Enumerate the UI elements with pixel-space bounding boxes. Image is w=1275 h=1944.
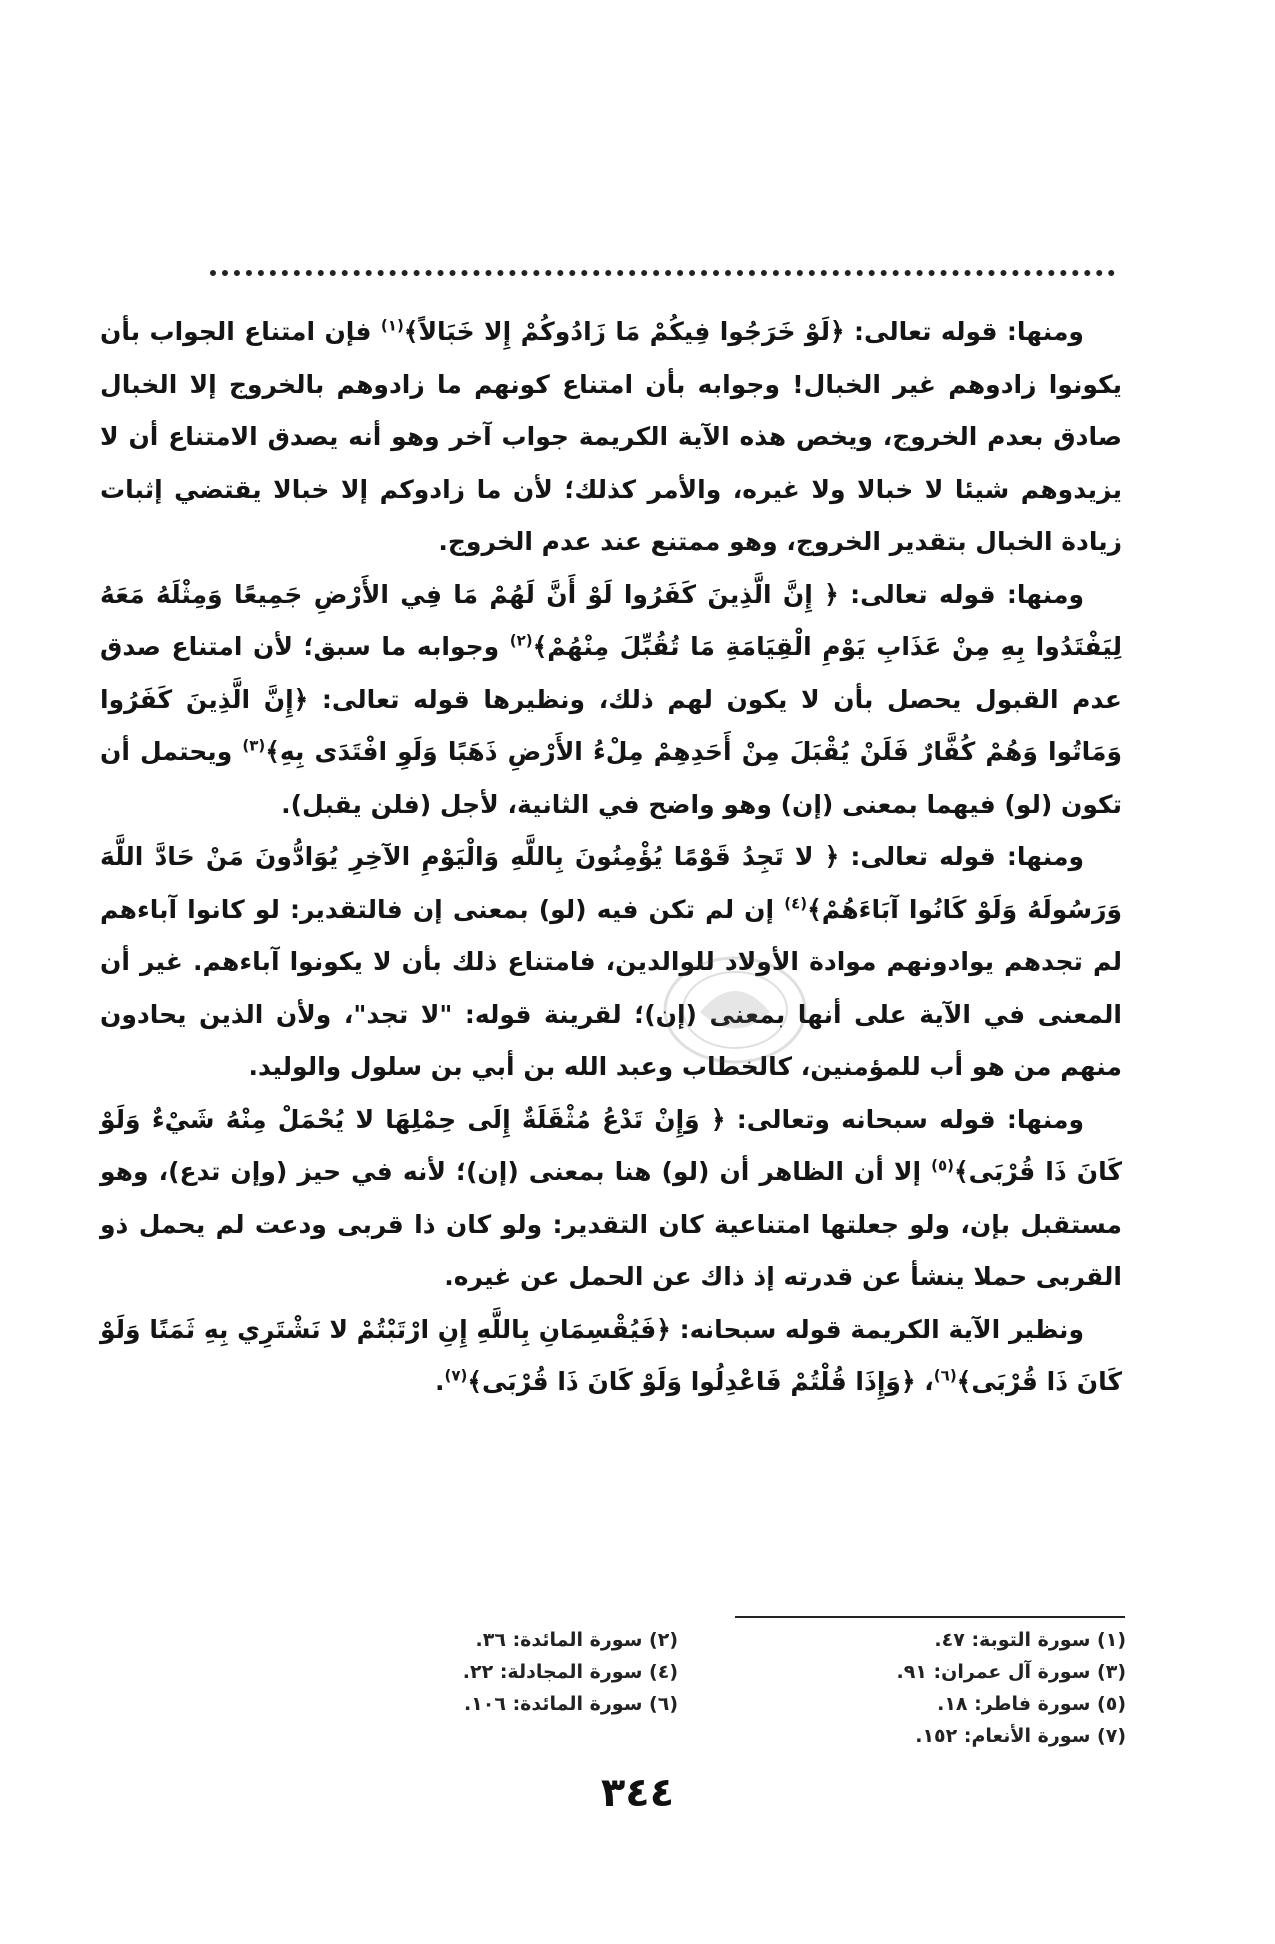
footnote-marker: (٧)	[444, 1366, 468, 1385]
text-run: ومنها: قوله سبحانه وتعالى:	[725, 1104, 1084, 1134]
paragraph	[100, 1094, 1122, 1304]
quran-verse: ﴿وَإِذَا قُلْتُمْ فَاعْدِلُوا وَلَوْ كَانَ ذَا قُرْبَى﴾	[467, 1367, 916, 1396]
footnote-item: (٣) سورة آل عمران: ٩١.	[896, 1661, 1126, 1683]
text-run: ،	[915, 1367, 934, 1396]
quran-verse: ﴿لَوْ خَرَجُوا فِيكُمْ مَا زَادُوكُمْ إِلا خَبَالاً﴾	[403, 317, 845, 346]
text-run: ومنها: قوله تعالى:	[838, 579, 1084, 609]
quran-verse: ﴿ إِنَّ الَّذِينَ كَفَرُوا لَوْ أَنَّ لَهُمْ مَا فِي الأَرْضِ جَمِيعًا وَمِثْلَهُ مَعَهُ لِيَفْتَدُوا بِهِ مِنْ عَذَابِ يَوْمِ الْقِيَامَةِ مَا تُقُبِّلَ مِنْهُمْ﴾	[100, 579, 1122, 661]
quran-verse: ﴿ وَإِنْ تَدْعُ مُثْقَلَةٌ إِلَى حِمْلِهَا لا يُحْمَلْ مِنْهُ شَيْءٌ وَلَوْ كَانَ ذَا قُرْبَى﴾	[100, 1104, 1122, 1186]
text-run: ويحتمل أن تكون (لو) فيهما بمعنى (إن) وهو واضح في الثانية، لأجل (فلن يقبل).	[100, 737, 1122, 819]
footnote-rule	[735, 1616, 1125, 1618]
text-run: وجوابه ما سبق؛ لأن امتناع صدق عدم القبول يحصل بأن لا يكون لهم ذلك، ونظيرها قوله تعالى:	[100, 632, 1122, 714]
footnote-item: (٧) سورة الأنعام: ١٥٢.	[915, 1725, 1126, 1747]
library-seal-watermark	[660, 950, 810, 1070]
footnote-item: (١) سورة التوبة: ٤٧.	[934, 1629, 1126, 1651]
page-number: ٣٤٤	[600, 1770, 675, 1816]
main-text	[100, 306, 1122, 1409]
footnote-marker: (١)	[380, 316, 404, 335]
footnote-marker: (٦)	[933, 1366, 957, 1385]
footnote-marker: (٣)	[242, 736, 266, 755]
footnote-item: (٥) سورة فاطر: ١٨.	[937, 1693, 1126, 1715]
footnote-marker: (٥)	[931, 1156, 955, 1175]
text-run: ونظير الآية الكريمة قوله سبحانه:	[670, 1314, 1084, 1344]
paragraph	[100, 831, 1122, 1094]
text-run: .	[435, 1367, 445, 1396]
text-run: ومنها: قوله تعالى:	[839, 842, 1084, 871]
footnote-marker: (٢)	[509, 631, 533, 650]
text-run: ومنها: قوله تعالى:	[844, 317, 1084, 346]
text-run: إلا أن الظاهر أن (لو) هنا بمعنى (إن)؛ لأنه في حيز (وإن تدع)، وهو مستقبل بإن، ولو جعلتها امتناعية كان التقدير: ولو كان ذا قربى ودعت لم يحمل ذو القربى حملا ينشأ عن قدرته إذ ذاك عن الحمل عن غيره.	[100, 1157, 1122, 1291]
quran-verse: ﴿فَيُقْسِمَانِ بِاللَّهِ إِنِ ارْتَبْتُمْ لا نَشْتَرِي بِهِ ثَمَنًا وَلَوْ كَانَ ذَا قُرْبَى﴾	[100, 1314, 1122, 1396]
footnote-item: (٤) سورة المجادلة: ٢٢.	[462, 1661, 678, 1683]
footnote-item: (٦) سورة المائدة: ١٠٦.	[463, 1693, 678, 1715]
footnotes	[290, 1624, 1126, 1752]
text-run: إن لم تكن فيه (لو) بمعنى إن فالتقدير: لو كانوا آباءهم لم تجدهم يوادونهم موادة الأولاد للوالدين، فامتناع ذلك بأن لا يكونوا آباءهم. غير أن المعنى في الآية على أنها بمعنى (إن)؛ لقرينة قوله: "لا تجد"، ولأن الذين يحادون منهم من هو أب للمؤمنين، كالخطاب وعبد الله بن أبي بن سلول والوليد.	[100, 894, 1122, 1081]
header-dotted-rule	[210, 270, 1115, 276]
footnote-item: (٢) سورة المائدة: ٣٦.	[475, 1629, 678, 1651]
paragraph	[100, 569, 1122, 832]
text-run: فإن امتناع الجواب بأن يكونوا زادوهم غير الخبال! وجوابه بأن امتناع كونهم ما زادوهم بالخروج إلا الخبال صادق بعدم الخروج، ويخص هذه الآية الكريمة جواب آخر وهو أنه يصدق الامتناع أن لا يزيدوهم شيئا لا خبالا ولا غيره، والأمر كذلك؛ لأن ما زادوكم إلا خبالا يقتضي إثبات زيادة الخبال بتقدير الخروج، وهو ممتنع عند عدم الخروج.	[100, 317, 1122, 556]
quran-verse: ﴿ لا تَجِدُ قَوْمًا يُؤْمِنُونَ بِاللَّهِ وَالْيَوْمِ الآخِرِ يُوَادُّونَ مَنْ حَادَّ اللَّهَ وَرَسُولَهُ وَلَوْ كَانُوا آبَاءَهُمْ﴾	[100, 842, 1123, 924]
quran-verse: ﴿إِنَّ الَّذِينَ كَفَرُوا وَمَاتُوا وَهُمْ كُفَّارٌ فَلَنْ يُقْبَلَ مِنْ أَحَدِهِمْ مِلْءُ الأَرْضِ ذَهَبًا وَلَوِ افْتَدَى بِهِ﴾	[100, 684, 1123, 766]
paragraph	[100, 1304, 1122, 1409]
paragraph	[100, 306, 1122, 569]
footnote-marker: (٤)	[784, 894, 808, 913]
